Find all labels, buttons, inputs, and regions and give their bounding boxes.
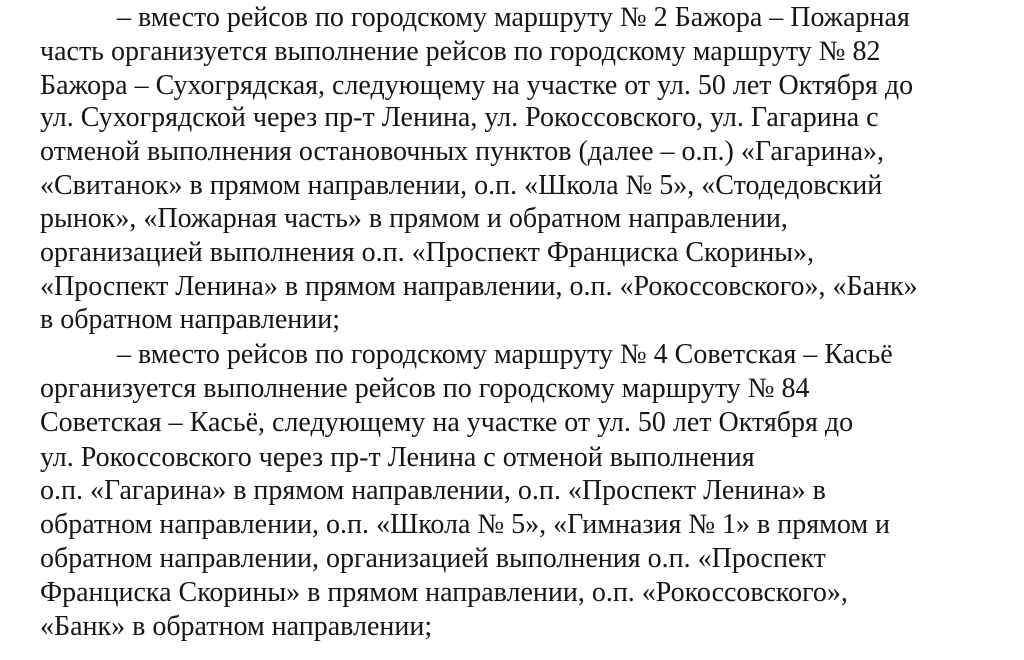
text-line: Советская – Касьё, следующему на участке от ул. 50 лет Октября до: [40, 407, 854, 438]
text-line: в обратном направлении;: [40, 304, 341, 335]
text-line: – вместо рейсов по городскому маршруту № 2 Бажора – Пожарная: [117, 2, 910, 33]
text-line: Бажора – Сухогрядская, следующему на участке от ул. 50 лет Октября до: [40, 70, 914, 101]
text-line: отменой выполнения остановочных пунктов (далее – о.п.) «Гагарина»,: [40, 136, 885, 167]
text-line: – вместо рейсов по городскому маршруту № 4 Советская – Касьё: [117, 339, 893, 370]
text-line: «Свитанок» в прямом направлении, о.п. «Школа № 5», «Стодедовский: [40, 170, 883, 201]
text-line: обратном направлении, о.п. «Школа № 5», «Гимназия № 1» в прямом и: [40, 509, 891, 540]
text-line: организуется выполнение рейсов по городскому маршруту № 84: [40, 373, 810, 404]
text-line: часть организуется выполнение рейсов по городскому маршруту № 82: [40, 36, 881, 67]
text-line: организацией выполнения о.п. «Проспект Франциска Скорины»,: [40, 237, 815, 268]
text-line: ул. Сухогрядской через пр-т Ленина, ул. Рокоссовского, ул. Гагарина с: [40, 102, 879, 133]
text-line: «Банк» в обратном направлении;: [40, 611, 433, 642]
text-line: ул. Рокоссовского через пр-т Ленина с отменой выполнения: [40, 442, 755, 473]
text-line: рынок», «Пожарная часть» в прямом и обратном направлении,: [40, 203, 788, 234]
text-line: обратном направлении, организацией выполнения о.п. «Проспект: [40, 543, 826, 574]
text-line: о.п. «Гагарина» в прямом направлении, о.п. «Проспект Ленина» в: [40, 475, 826, 506]
text-line: «Проспект Ленина» в прямом направлении, о.п. «Рокоссовского», «Банк»: [40, 271, 918, 302]
text-line: Франциска Скорины» в прямом направлении, о.п. «Рокоссовского»,: [40, 577, 848, 608]
